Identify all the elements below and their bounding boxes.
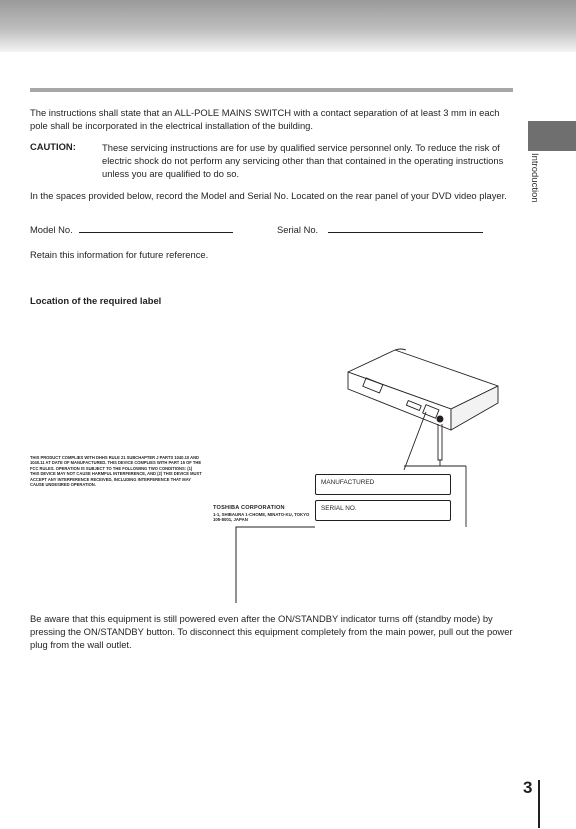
section-label: Introduction: [529, 153, 540, 203]
caution-text: These servicing instructions are for use by qualified service personnel only. To reduce the risk of electric shock do not perform any servicing other than that contained in the operating instructions unless you are qualified to do so.: [102, 142, 504, 179]
caution-label: CAUTION:: [30, 141, 76, 152]
manufactured-label: MANUFACTURED: [321, 479, 375, 486]
record-prompt: In the spaces provided below, record the Model and Serial No. Located on the rear panel of your DVD video player.: [30, 190, 507, 201]
standby-notice: Be aware that this equipment is still powered even after the ON/STANDBY indicator turns off (standby mode) by pressing the ON/STANDBY button. To disconnect this equipment completely from the main power, pull out the power plug from the wall outlet.: [30, 613, 513, 650]
serial-box-label: SERIAL NO.: [321, 505, 357, 512]
serial-number-label: Serial No.: [277, 224, 319, 235]
corporation-name: TOSHIBA CORPORATION: [213, 505, 285, 511]
corporation-address: 1-1, SHIBAURA 1-CHOME, MINATO-KU, TOKYO 105-8001, JAPAN: [213, 512, 310, 523]
model-number-label: Model No.: [30, 224, 73, 235]
fcc-compliance-notice: THIS PRODUCT COMPLIES WITH DHHS RULE 21 SUBCHAPTER J PARTS 1040.10 AND 1040.11 AT DATE OF MANUFACTURED. THIS DEVICE COMPLIES WITH PART 15 OF THE FCC RULES. OPERATION IS SUBJECT TO THE FOLLOWING TWO CONDITIONS: (1) THIS DEVICE MAY NOT CAUSE HARMFUL INTERFERENCE, AND (2) THIS DEVICE MUST ACCEPT ANY INTERFERENCE RECEIVED, INCLUDING INTERFERENCE THAT MAY CAUSE UNDESIRED OPERATION.: [30, 455, 202, 488]
serial-box: [315, 500, 451, 521]
dvd-player-illustration: [348, 349, 498, 430]
label-location-heading: Location of the required label: [30, 295, 162, 306]
page-number: 3: [523, 778, 533, 797]
page-number-rule: [538, 780, 540, 828]
manufactured-box: [315, 474, 451, 495]
retain-note: Retain this information for future reference.: [30, 249, 209, 260]
mains-switch-paragraph: The instructions shall state that an ALL-POLE MAINS SWITCH with a contact separation of at least 3 mm in each pole shall be incorporated in the electrical installation of the building.: [30, 107, 500, 131]
